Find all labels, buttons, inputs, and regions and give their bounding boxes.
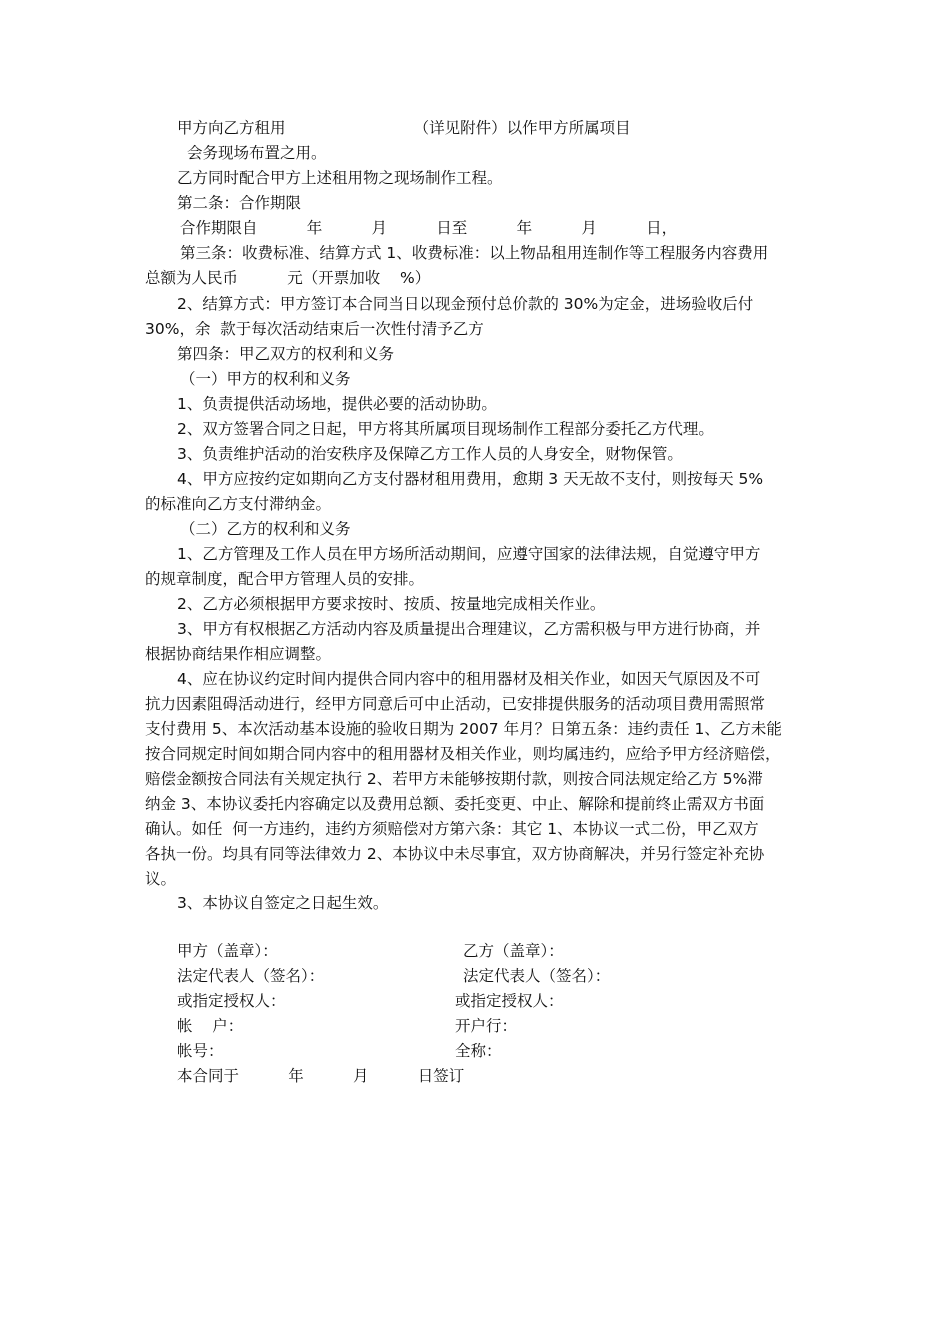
party-b-item-4-cont-2: 支付费用 5、本次活动基本设施的验收日期为 2007 年月？日第五条：违约责任 1、乙方未能 [145, 720, 782, 738]
clause-1-purpose-line: 会务现场布置之用。 [187, 144, 327, 162]
party-b-rep-label: 法定代表人（签名）： [463, 967, 611, 985]
clause-4-heading: 第四条：甲乙双方的权利和义务 [177, 345, 395, 363]
party-b-fullname-label: 全称： [455, 1042, 502, 1060]
party-b-section-heading: （二）乙方的权利和义务 [180, 520, 351, 538]
clause-1-cooperation-line: 乙方同时配合甲方上述租用物之现场制作工程。 [177, 169, 503, 187]
party-b-item-4-cont-8: 议。 [145, 870, 177, 888]
party-b-item-4: 4、应在协议约定时间内提供合同内容中的租用器材及相关作业，如因天气原因及不可 [177, 670, 761, 688]
party-b-seal-label: 乙方（盖章）： [463, 942, 564, 960]
party-a-account-label: 帐 户： [177, 1017, 244, 1035]
party-b-item-3-cont: 根据协商结果作相应调整。 [145, 645, 332, 663]
party-a-rep-label: 法定代表人（签名）： [177, 967, 325, 985]
clause-1-rental-line: 甲方向乙方租用 （详见附件）以作甲方所属项目 [177, 119, 631, 137]
party-a-account-number-label: 帐号： [177, 1042, 224, 1060]
party-b-item-4-cont-5: 纳金 3、本协议委托内容确定以及费用总额、委托变更、中止、解除和提前终止需双方书面 [145, 795, 765, 813]
party-b-bank-label: 开户行： [455, 1017, 518, 1035]
party-b-item-4-cont-4: 赔偿金额按合同法有关规定执行 2、若甲方未能够按期付款，则按合同法规定给乙方 5%滞 [145, 770, 763, 788]
party-a-item-4-cont: 的标准向乙方支付滞纳金。 [145, 495, 332, 513]
party-a-item-1: 1、负责提供活动场地，提供必要的活动协助。 [177, 395, 497, 413]
clause-3-heading-line: 第三条：收费标准、结算方式 1、收费标准：以上物品租用连制作等工程服务内容费用 [180, 244, 769, 262]
signing-date-line: 本合同于 年 月 日签订 [177, 1067, 465, 1085]
clause-3-settlement-cont: 30%，余 款于每次活动结束后一次性付清予乙方 [145, 320, 484, 338]
party-a-authorized-label: 或指定授权人： [177, 992, 286, 1010]
party-a-seal-label: 甲方（盖章）： [177, 942, 278, 960]
party-a-item-3: 3、负责维护活动的治安秩序及保障乙方工作人员的人身安全，财物保管。 [177, 445, 683, 463]
party-b-item-4-cont-7: 各执一份。均具有同等法律效力 2、本协议中未尽事宜，双方协商解决，并另行签定补充协 [145, 845, 765, 863]
party-b-item-2: 2、乙方必须根据甲方要求按时、按质、按量地完成相关作业。 [177, 595, 606, 613]
clause-2-heading: 第二条：合作期限 [177, 194, 302, 212]
party-b-item-4-cont-1: 抗力因素阻碍活动进行，经甲方同意后可中止活动，已安排提供服务的活动项目费用需照常 [145, 695, 766, 713]
clause-2-period-line: 合作期限自 年 月 日至 年 月 日， [180, 219, 678, 237]
party-b-item-4-cont-3: 按合同规定时间如期合同内容中的租用器材及相关作业，则均属违约，应给予甲方经济赔偿， [145, 745, 781, 763]
party-a-item-2: 2、双方签署合同之日起，甲方将其所属项目现场制作工程部分委托乙方代理。 [177, 420, 714, 438]
clause-3-settlement-line: 2、结算方式：甲方签订本合同当日以现金预付总价款的 30%为定金，进场验收后付 [177, 295, 754, 313]
effective-clause: 3、本协议自签定之日起生效。 [177, 894, 389, 912]
party-a-item-4: 4、甲方应按约定如期向乙方支付器材租用费用，愈期 3 天无故不支付，则按每天 5% [177, 470, 764, 488]
party-a-section-heading: （一）甲方的权利和义务 [180, 370, 351, 388]
clause-3-amount-line: 总额为人民币 元（开票加收 %） [145, 269, 431, 287]
party-b-item-3: 3、甲方有权根据乙方活动内容及质量提出合理建议，乙方需积极与甲方进行协商，并 [177, 620, 761, 638]
party-b-item-4-cont-6: 确认。如任 何一方违约，违约方须赔偿对方第六条：其它 1、本协议一式二份，甲乙双方 [145, 820, 759, 838]
party-b-authorized-label: 或指定授权人： [455, 992, 564, 1010]
party-b-item-1: 1、乙方管理及工作人员在甲方场所活动期间，应遵守国家的法律法规，自觉遵守甲方 [177, 545, 761, 563]
party-b-item-1-cont: 的规章制度，配合甲方管理人员的安排。 [145, 570, 425, 588]
